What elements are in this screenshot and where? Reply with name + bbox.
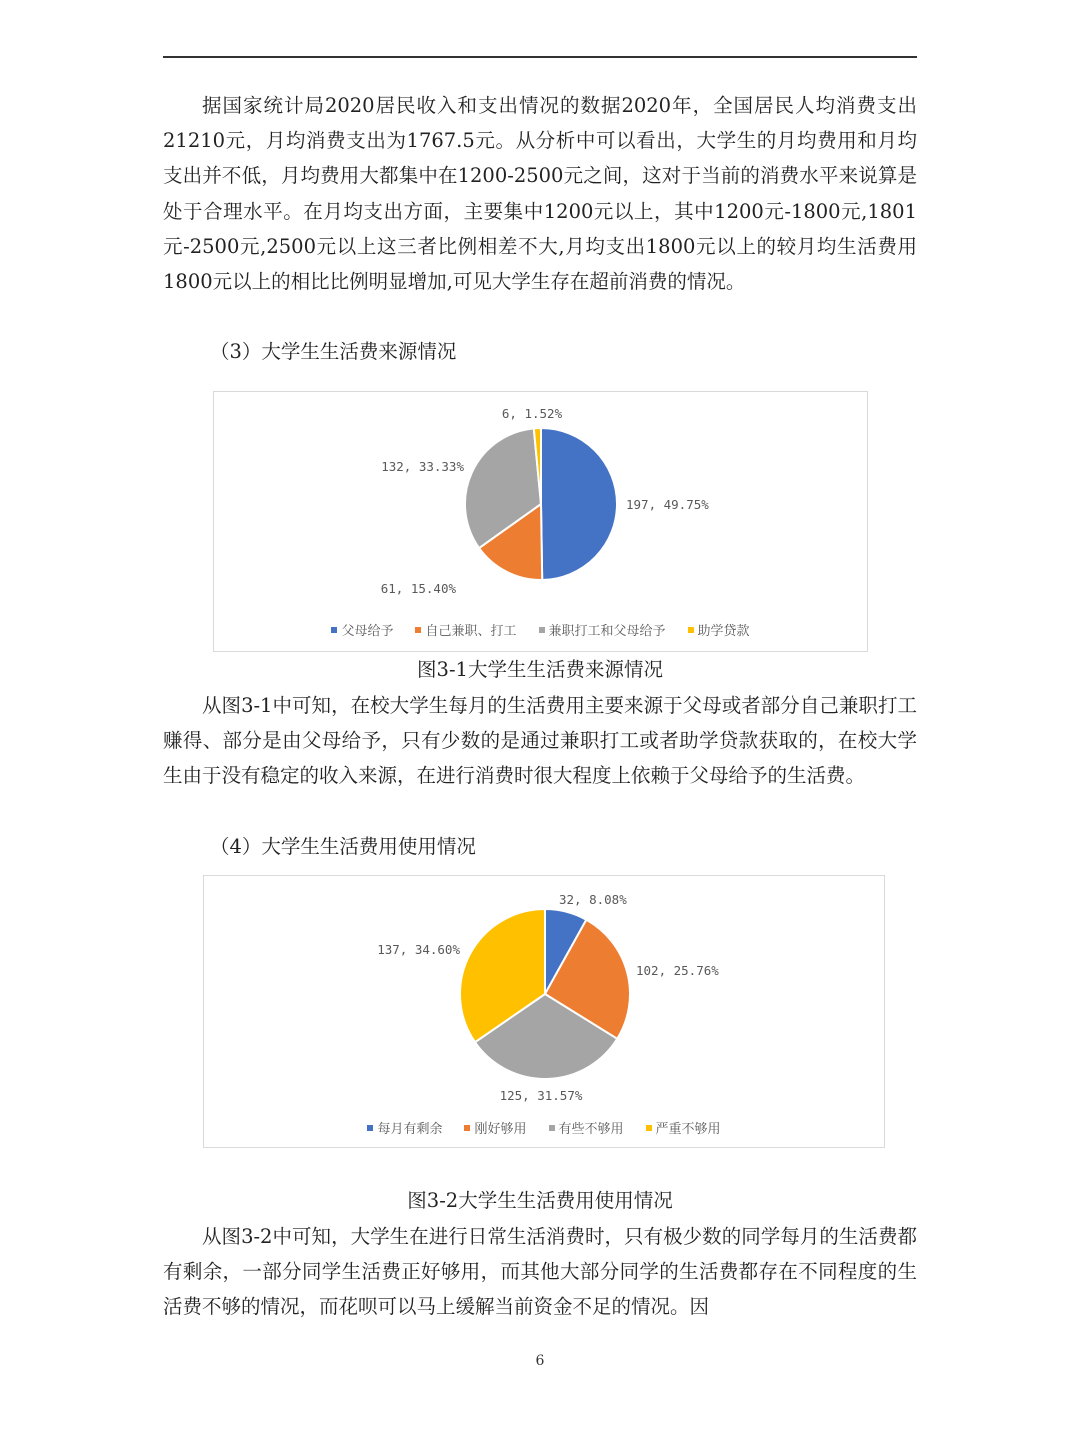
paragraph-income-analysis: 从图3-1中可知，在校大学生每月的生活费用主要来源于父母或者部分自己兼职打工赚得、部分是由父母给予，只有少数的是通过兼职打工或者助学贷款获取的，在校大学生由于没有稳定的收入来源，在进行消费时很大程度上依赖于父母给予的生活费。: [163, 694, 917, 788]
legend-label: 助学贷款: [697, 624, 750, 639]
paragraph-usage-analysis: 从图3-2中可知，大学生在进行日常生活消费时，只有极少数的同学每月的生活费都有剩余，一部分同学生活费正好够用，而其他大部分同学的生活费都存在不同程度的生活费不够的情况，而花呗可以马上缓解当前资金不足的情况。因: [163, 1225, 917, 1319]
chart-legend: [204, 1118, 884, 1137]
pie-slice-1: [541, 428, 617, 580]
figure-caption-3-1: 图3-1大学生生活费来源情况: [417, 658, 663, 681]
legend-item: [646, 1118, 721, 1137]
figure-income-source-chart: [213, 391, 868, 652]
legend-swatch: [688, 627, 694, 633]
header-rule: [163, 56, 917, 58]
legend-label: 有些不够用: [558, 1122, 624, 1137]
legend-item: [688, 620, 750, 639]
paragraph-consumption-analysis: 据国家统计局2020居民收入和支出情况的数据2020年，全国居民人均消费支出21210元，月均消费支出为1767.5元。从分析中可以看出，大学生的月均费用和月均支出并不低，月均费用大都集中在1200-2500元之间，这对于当前的消费水平来说算是处于合理水平。在月均支出方面，主要集中1200元以上，其中1200元-1800元,1801元-2500元,2500元以上这三者比例相差不大,月均支出1800元以上的较月均生活费用1800元以上的相比比例明显增加,可见大学生存在超前消费的情况。: [163, 94, 917, 294]
pie-chart-usage: [204, 876, 884, 1147]
legend-swatch: [464, 1125, 470, 1131]
legend-swatch: [415, 627, 421, 633]
legend-item: [539, 620, 666, 639]
data-label-3: 132, 33.33%: [381, 459, 464, 474]
data-label-4: 6, 1.52%: [501, 406, 563, 421]
legend-item: [331, 620, 393, 639]
pie-chart-income-source: [214, 392, 867, 651]
legend-label: 自己兼职、打工: [425, 624, 517, 639]
chart-legend: [214, 620, 867, 639]
legend-swatch: [331, 627, 337, 633]
figure-usage-chart: [203, 875, 885, 1148]
data-label-3: 125, 31.57%: [499, 1088, 583, 1103]
data-label-2: 61, 15.40%: [380, 581, 456, 596]
data-label-2: 102, 25.76%: [636, 963, 719, 978]
legend-swatch: [367, 1125, 373, 1131]
legend-swatch: [539, 627, 545, 633]
legend-label: 刚好够用: [474, 1122, 527, 1137]
legend-item: [367, 1118, 442, 1137]
figure-caption-3-2: 图3-2大学生生活费用使用情况: [407, 1189, 673, 1212]
legend-item: [549, 1118, 624, 1137]
data-label-4: 137, 34.60%: [377, 942, 460, 957]
legend-label: 严重不够用: [655, 1122, 721, 1137]
legend-item: [464, 1118, 526, 1137]
data-label-1: 32, 8.08%: [559, 892, 627, 907]
legend-label: 兼职打工和父母给予: [548, 624, 666, 639]
legend-swatch: [646, 1125, 652, 1131]
section-heading-usage: （4）大学生生活费用使用情况: [210, 835, 476, 858]
data-label-1: 197, 49.75%: [626, 497, 709, 512]
legend-swatch: [549, 1125, 555, 1131]
section-heading-income-source: （3）大学生生活费来源情况: [210, 340, 457, 363]
legend-label: 父母给予: [341, 624, 394, 639]
legend-item: [415, 620, 516, 639]
page-number: 6: [535, 1353, 545, 1369]
legend-label: 每月有剩余: [377, 1122, 443, 1137]
